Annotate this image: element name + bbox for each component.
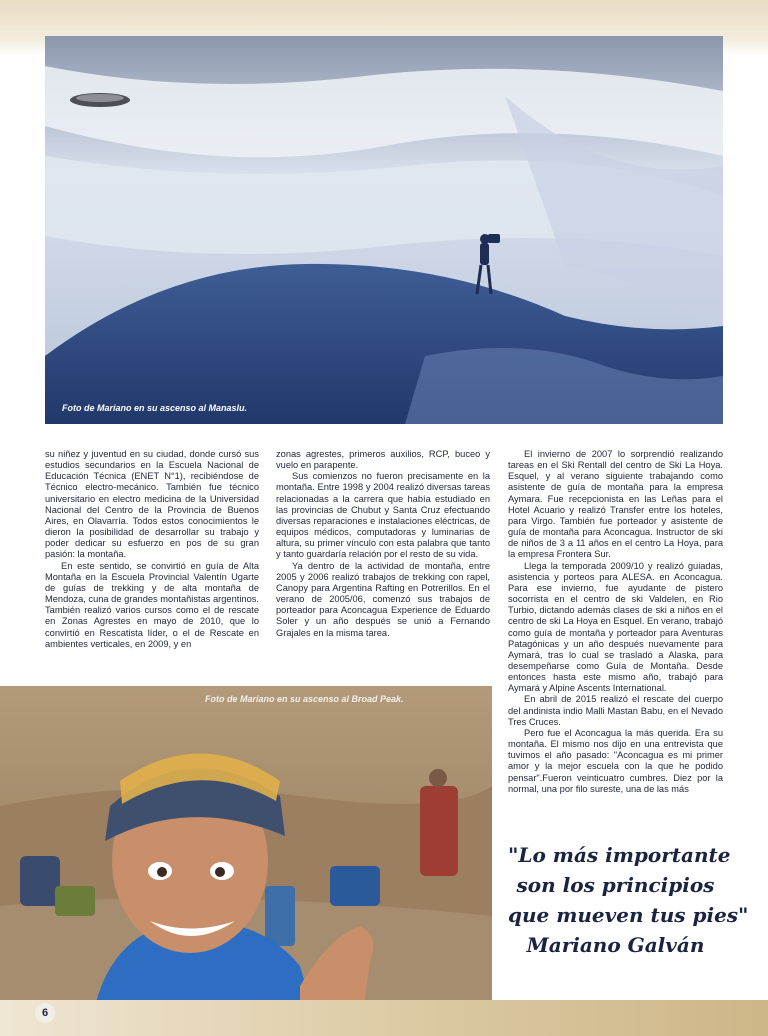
broad-peak-photo	[0, 686, 492, 1036]
paragraph: Ya dentro de la actividad de montaña, entre 2005 y 2006 realizó trabajos de trekking con rapel, Canopy para Argentina Rafting en Potrerillos. En el verano de 2005/06, comenzó sus trabajos de porteador para Aconcagua Experience de Eduardo Soler y un año después se unió a Fernando Grajales en la misma tarea.	[276, 560, 490, 638]
paragraph: Pero fue el Aconcagua la más querida. Era su montaña. El mismo nos dijo en una entrevista que tuvimos el año pasado: "Aconcagua es mi primer amor y la mejor escuela con la que he podido pensar".Fueron veinticuatro cumbres. Diez por la normal, una por filo sureste, una de las más	[508, 727, 723, 794]
paragraph: Sus comienzos no fueron precisamente en la montaña. Entre 1998 y 2004 realizó diversas tareas relacionadas a la carrera que había estudiado en las provincias de Chubut y Santa Cruz efectuando diversas reparaciones e instalaciones eléctricas, de equipos médicos, computadoras y luminarias de altura, su primer vínculo con esta palabra que tanto y tanto guardaría relación por el resto de su vida.	[276, 471, 490, 560]
base-camp-illustration	[0, 686, 492, 1036]
paragraph: En este sentido, se convirtió en guía de Alta Montaña en la Escuela Provincial Valentín Ugarte de guías de trekking y de alta montaña de Mendoza, cuna de grandes montañistas argentinos. También realizó varios cursos como el de rescate en Zonas Agrestes en mayo de 2010, que lo convirtió en Rescatista líder, o el de Rescate en ambientes verticales, en 2009, y en	[45, 560, 259, 649]
paragraph: En abril de 2015 realizó el rescate del cuerpo del andinista indio Malli Mastan Babu, en el Nevado Tres Cruces.	[508, 694, 723, 727]
text-column-3	[508, 449, 723, 795]
paragraph: Llega la temporada 2009/10 y realizó guiadas, asistencia y porteos para ALESA. en Aconcagua. Para ese invierno, fue ayudante de pistero socorrista en el centro de ski Valdelen, en Rio Turbio, dictando además clases de ski a niños en el centro de ski La Hoya en Esquel. En verano, trabajó como guía de montaña y porteador para Aventuras Patagónicas y un año después nuevamente para Aymará, tras lo cual se trasladó a Alaska, para desempeñarse como Guía de Montaña. Desde entonces hasta este mismo año, trabajó para Aymará y Alpine Ascents International.	[508, 560, 723, 694]
top-photo-caption: Foto de Mariano en su ascenso al Manaslu.	[62, 403, 248, 413]
quote-author: Mariano Galván	[526, 933, 705, 957]
quote-line: son los principios	[516, 873, 715, 897]
bottom-photo-caption: Foto de Mariano en su ascenso al Broad Peak.	[205, 694, 404, 704]
text-column-1	[45, 449, 259, 650]
quote-line: que mueven tus pies"	[508, 903, 749, 927]
footer-band	[0, 1000, 768, 1036]
text-column-2	[276, 449, 490, 639]
quote-line: "Lo más importante	[508, 843, 731, 867]
paragraph: su niñez y juventud en su ciudad, donde cursó sus estudios secundarios en la Escuela Nacional de Educación Técnica (ENET N°1), recibiéndose de Técnico electro-mecánico. También fue técnico universitario en electro medicina de la Universidad Nacional del Centro de la Provincia de Buenos Aires, en Olavarría. Todos estos conocimientos le dieron la posibilidad de desarrollar su trabajo y poder dedicar su esfuerzo en pos de su gran pasión: la montaña.	[45, 449, 259, 560]
paragraph: zonas agrestes, primeros auxilios, RCP, buceo y vuelo en parapente.	[276, 449, 490, 471]
manaslu-photo	[45, 36, 723, 424]
snow-slope-illustration	[45, 36, 723, 424]
paragraph: El invierno de 2007 lo sorprendió realizando tareas en el Ski Rentall del centro de Ski La Hoya. Esquel, y al verano siguiente trabajando como asistente de guía de montaña para la empresa Aymara. Fue recepcionista en las Leñas para el Hotel Acuario y realizó Transfer entre los hoteles, para Virgo. También fue porteador y asistente de guía de montaña para Aconcagua. Instructor de ski de niños de 3 a 11 años en el centro La Hoya, para la empresa Frontera Sur.	[508, 449, 723, 560]
pull-quote	[508, 840, 749, 960]
page-number: 6	[35, 1003, 55, 1023]
